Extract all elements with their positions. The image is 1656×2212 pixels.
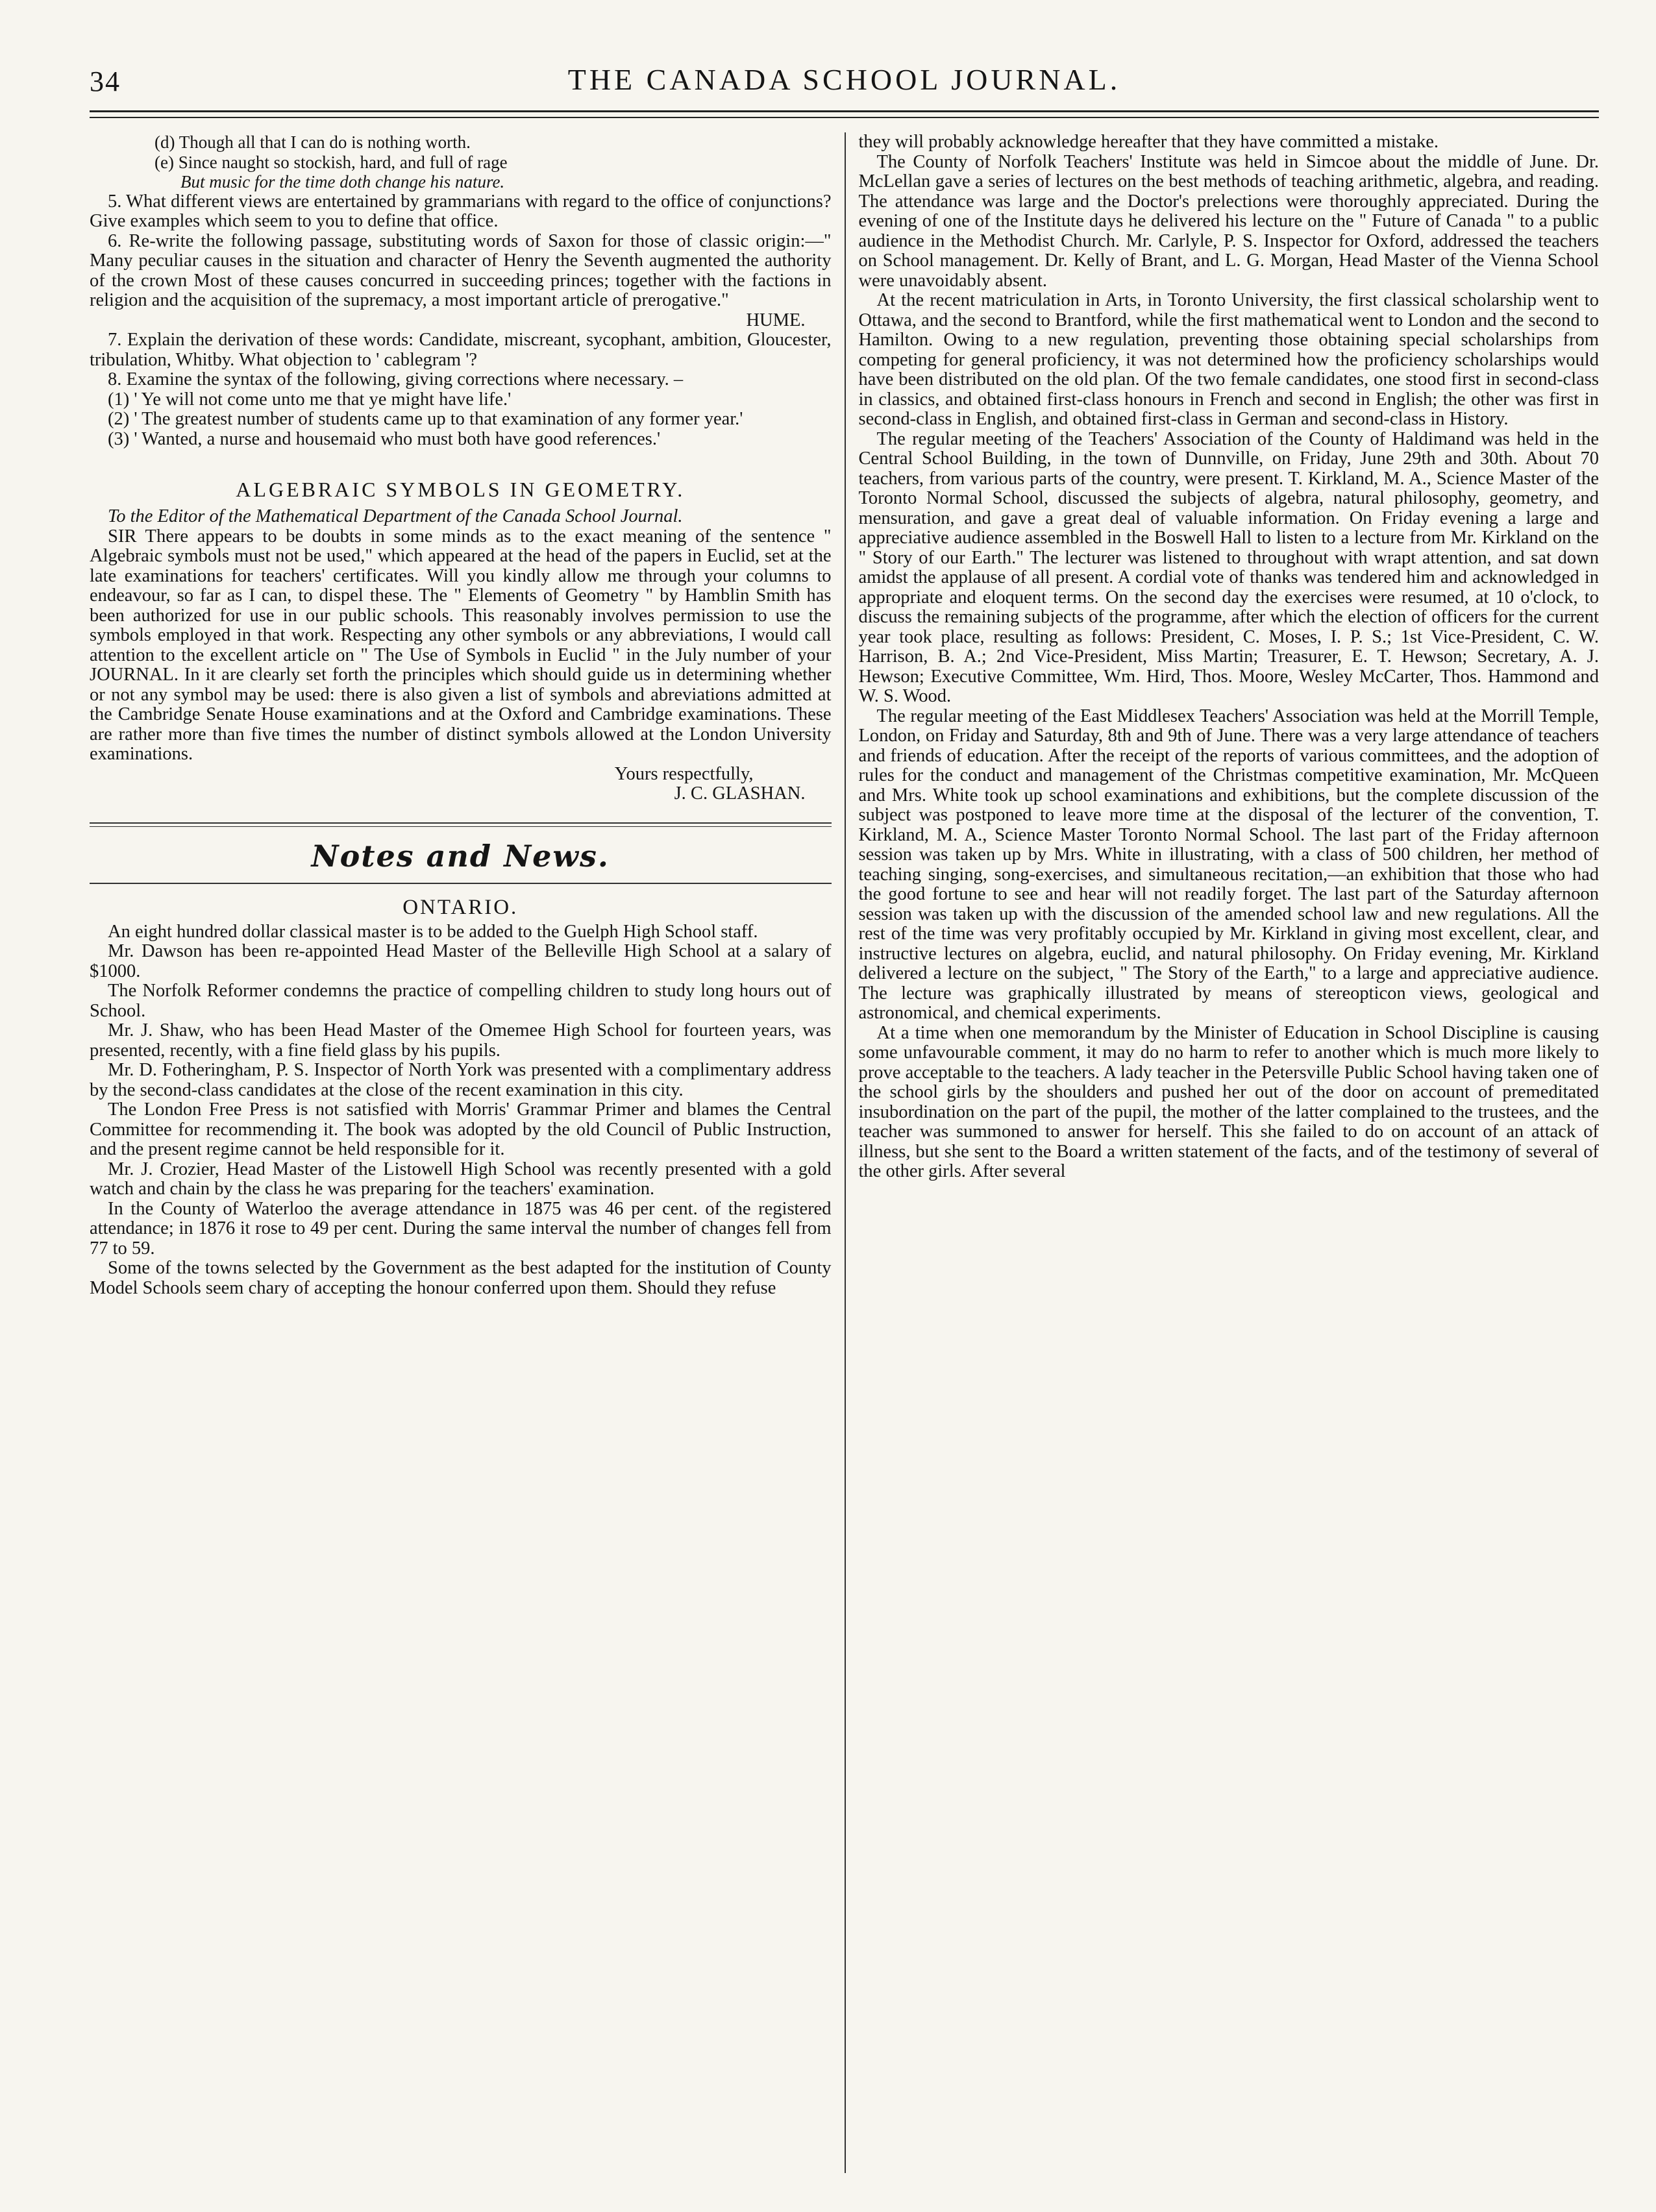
header-rule (90, 110, 1599, 112)
letter-address: To the Editor of the Mathematical Department of the Canada School Journal. (108, 506, 683, 526)
verse-line: But music for the time doth change his nature. (180, 172, 505, 191)
running-title: THE CANADA SCHOOL JOURNAL. (567, 63, 1121, 96)
letter-signature: J. C. GLASHAN. (674, 783, 806, 804)
news-item: Mr. J. Shaw, who has been Head Master of the Omemee High School for fourteen years, was presented, recently, with a fine field glass by his pupils. (90, 1020, 832, 1061)
page-header (90, 0, 1599, 97)
news-item: they will probably acknowledge hereafter that they have committed a mistake. (858, 132, 1439, 152)
quote-attribution: HUME. (746, 310, 806, 330)
news-item: Mr. Dawson has been re-appointed Head Master of the Belleville High School at a salary of $1000. (90, 941, 832, 981)
news-item: Some of the towns selected by the Government as the best adapted for the institution of County Model Schools seem chary of accepting the honour conferred upon them. Should they refuse (90, 1258, 832, 1298)
two-column-body (90, 132, 1599, 2173)
news-item: At the recent matriculation in Arts, in Toronto University, the first classical scholarship went to Ottawa, and the second to Brantford, while the first mathematical went to London and the second to Hamilton. Owing to a new regulation, preventing those obtaining special scholarships from competing for general proficiency, it was not determined how the proficiency scholarships would have been distributed on the old plan. Of the two female candidates, one stood first in second-class in classics, and obtained first-class honours in French and second in English; the other was first in second-class in English, and obtained first-class in German and second-class in History. (858, 290, 1599, 429)
section-divider (90, 822, 832, 824)
section-divider-thin (90, 826, 832, 827)
right-column (845, 132, 1600, 2173)
news-item: The County of Norfolk Teachers' Institute was held in Simcoe about the middle of June. Dr. McLellan gave a series of lectures on the best methods of teaching arithmetic, algebra, and reading. The attendance was large and the Doctor's prelections were thoroughly appreciated. During the evening of one of the Institute days he delivered his lecture on the " Future of Canada " to a public audience in the Methodist Church. Mr. Carlyle, P. S. Inspector for Oxford, addressed the teachers on School management. Dr. Kelly of Brant, and L. G. Morgan, Head Master of the Vienna School were unavoidably absent. (858, 151, 1599, 291)
news-item: Mr. J. Crozier, Head Master of the Listowell High School was recently presented with a gold watch and chain by the class he was preparing for the teachers' examination. (90, 1159, 832, 1199)
heading-divider (90, 883, 832, 884)
news-item: At a time when one memorandum by the Minister of Education in School Discipline is causing some unfavourable comment, it may do no harm to refer to another which is much more likely to prove acceptable to the teachers. A lady teacher in the Petersville Public School having taken one of the school girls by the shoulders and pushed her out of the door on account of premeditated insubordination on the part of the pupil, the mother of the latter complained to the trustees, and the teacher was summoned to answer for herself. This she failed to do on account of an attack of illness, but she sent to the Board a written statement of the facts, and of the testimony of several of the other girls. After several (858, 1022, 1599, 1181)
news-item: The regular meeting of the East Middlesex Teachers' Association was held at the Morrill Temple, London, on Friday and Saturday, 8th and 9th of June. There was a very large attendance of teachers and friends of education. After the receipt of the reports of various committees, and the adoption of rules for the conduct and management of the Christmas competitive examination, Mr. McQueen and Mrs. White took up school examinations and exhibitions, but the complete discussion of the subject was postponed to leave more time at the disposal of the lecturer of the convention, T. Kirkland, M. A., Science Master Toronto Normal School. The last part of the Friday afternoon session was taken up by Mrs. White in illustrating, with a class of 500 children, her method of teaching singing, song-exercises, and simultaneous recitation,—an exhibition that those who had the good fortune to see and hear will not readily forget. The last part of the Saturday afternoon session was taken up with the discussion of the amended school law and new regulations. All the rest of the time was very profitably occupied by Mr. Kirkland in giving most excellent, clear, and instructive lectures on algebra, euclid, and natural philosophy. On Friday evening, Mr. Kirkland delivered a lecture on the subject, " The Story of the Earth," to a large and appreciative audience. The lecture was graphically illustrated by means of stereopticon views, geological and astronomical, and chemical experiments. (858, 706, 1599, 1023)
syntax-item: (2) ' The greatest number of students came up to that examination of any former year.' (108, 409, 743, 429)
news-item: An eight hundred dollar classical master is to be added to the Guelph High School staff. (108, 921, 758, 942)
news-item: In the County of Waterloo the average attendance in 1875 was 46 per cent. of the registered attendance; in 1876 it rose to 49 per cent. During the same interval the number of changes fell from 77 to 59. (90, 1198, 832, 1259)
syntax-item: (1) ' Ye will not come unto me that ye might have life.' (108, 389, 512, 410)
verse-line: (d) Though all that I can do is nothing worth. (154, 132, 471, 152)
question-5: 5. What different views are entertained by grammarians with regard to the office of conjunctions? Give examples which seem to you to define that office. (90, 191, 832, 231)
question-6: 6. Re-write the following passage, substituting words of Saxon for those of classic origin:—" Many peculiar causes in the situation and character of Henry the Seventh augmented the authority of the crown Most of these causes concurred in succeeding princes; together with the factions in religion and the acquisition of the supremacy, a most important article of prerogative." (90, 230, 832, 310)
header-rule-thin (90, 117, 1599, 118)
news-item: The regular meeting of the Teachers' Association of the County of Haldimand was held in the Central School Building, in the town of Dunnville, on Friday, June 29th and 30th. About 70 teachers, from various parts of the country, were present. T. Kirkland, M. A., Science Master of the Toronto Normal School, discussed the subjects of algebra, natural philosophy, geometry, and mensuration, and gave a great deal of valuable information. On Friday evening a large and appreciative audience assembled in the Boswell Hall to listen to a lecture from Mr. Kirkland on the " Story of our Earth." The lecturer was listened to throughout with wrapt attention, and sat down amidst the applause of all present. A cordial vote of thanks was tendered him and acknowledged in appropriate and eloquent terms. On the second day the exercises were resumed, at 10 o'clock, to discuss the remaining subjects of the programme, after which the election of officers for the current year took place, resulting as follows: President, C. Moses, I. P. S.; 1st Vice-President, C. W. Harrison, B. A.; 2nd Vice-President, Miss Martin; Treasurer, E. T. Hewson; Secretary, A. J. Hewson; Executive Committee, Wm. Hird, Thos. Moore, Wesley McCarter, Thos. Hammond and W. S. Wood. (858, 428, 1599, 706)
news-item: The London Free Press is not satisfied with Morris' Grammar Primer and blames the Central Committee for recommending it. The book was adopted by the old Council of Public Instruction, and the present regime cannot be held responsible for it. (90, 1100, 832, 1159)
question-7: 7. Explain the derivation of these words: Candidate, miscreant, sycophant, ambition, Gloucester, tribulation, Whitby. What objection to ' cablegram '? (90, 330, 832, 370)
section-title-algebra: ALGEBRAIC SYMBOLS IN GEOMETRY. (236, 478, 686, 501)
notes-and-news-heading: Notes and News. (311, 838, 610, 874)
question-8: 8. Examine the syntax of the following, giving corrections where necessary. – (108, 369, 684, 389)
letter-body: SIR There appears to be doubts in some minds as to the exact meaning of the sentence " Algebraic symbols must not be used," which appeared at the head of the papers in Euclid, set at the late examinations for teachers' certificates. Will you kindly allow me through your columns to endeavour, so far as I can, to dispel these. The " Elements of Geometry " by Hamblin Smith has been authorized for use in our public schools. This reasonably involves permission to use the symbols employed in that work. Respecting any other symbols or any abbreviations, I would call attention to the excellent article on " The Use of Symbols in Euclid " in the July number of your JOURNAL. In it are clearly set forth the principles which should guide us in determining whether or not any symbol may be used: there is also given a list of symbols and abreviations admitted at the Cambridge Senate House examinations and at the Oxford and Cambridge examinations. These are rather more than five times the number of distinct symbols allowed at the London University examinations. (90, 526, 832, 764)
page-number: 34 (90, 66, 121, 97)
news-item: Mr. D. Fotheringham, P. S. Inspector of North York was presented with a complimentary address by the second-class candidates at the close of the recent examination in this city. (90, 1060, 832, 1100)
news-item: The Norfolk Reformer condemns the practice of compelling children to study long hours out of School. (90, 981, 832, 1021)
verse-line: (e) Since naught so stockish, hard, and full of rage (154, 152, 508, 172)
letter-closing: Yours respectfully, (614, 763, 754, 784)
ontario-subheading: ONTARIO. (402, 895, 519, 919)
left-column (90, 132, 845, 2173)
syntax-item: (3) ' Wanted, a nurse and housemaid who must both have good references.' (108, 428, 661, 449)
